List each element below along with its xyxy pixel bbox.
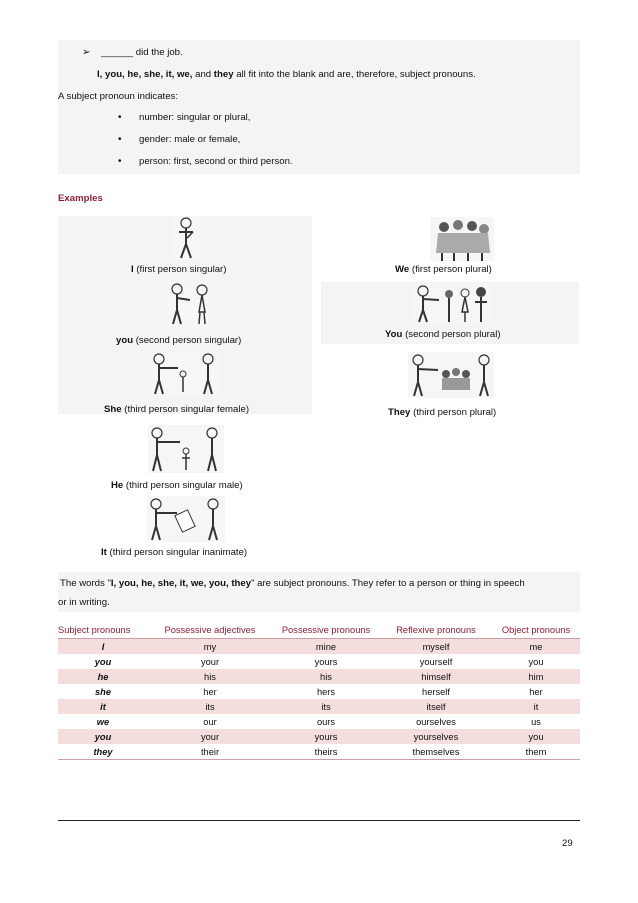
table-cell: we <box>96 716 110 727</box>
table-cell: her <box>203 686 217 697</box>
table-cell: she <box>94 686 112 697</box>
bullet-text: gender: male or female, <box>139 134 241 145</box>
table-cell: him <box>492 669 580 684</box>
table-cell: it <box>58 699 148 714</box>
table-cell: yourselves <box>380 729 492 744</box>
bullet-dot-icon: • <box>118 156 122 167</box>
table-cell: our <box>203 716 217 727</box>
bullet-dot-icon: • <box>118 134 122 145</box>
table-cell: your <box>200 656 220 667</box>
and-word: and <box>195 69 212 80</box>
caption-she: She (third person singular female) <box>104 404 250 415</box>
summary-line-2: or in writing. <box>58 597 110 608</box>
table-cell: herself <box>422 686 450 697</box>
column-header: Subject pronouns <box>58 621 148 639</box>
table-cell: it <box>492 699 580 714</box>
table-cell: you <box>528 656 544 667</box>
summary-line-1: The words "I, you, he, she, it, we, you, they" are subject pronouns. They refer to a person or thing in speech <box>60 578 525 589</box>
table-cell: you <box>94 656 112 667</box>
illustration-two-people <box>166 282 214 326</box>
table-row <box>58 639 580 655</box>
table-row <box>58 699 580 714</box>
illustration-pointing-he <box>148 425 224 473</box>
bullet-item <box>118 112 251 123</box>
bullet-item <box>118 134 241 145</box>
bullet-text: person: first, second or third person. <box>139 156 293 167</box>
caption-i: I (first person singular) <box>131 264 227 275</box>
table-cell: himself <box>380 669 492 684</box>
job-text: did the job. <box>135 47 183 58</box>
pronoun-table <box>58 621 580 760</box>
table-header-row <box>58 621 580 639</box>
pronoun-table-wrap <box>58 621 580 760</box>
table-cell: ours <box>316 716 336 727</box>
column-header: Object pronouns <box>492 621 580 639</box>
table-cell: I <box>58 639 148 655</box>
pronoun-line <box>97 69 476 80</box>
illustration-person-single <box>171 216 201 260</box>
table-row <box>58 744 580 760</box>
table-cell: her <box>529 686 543 697</box>
caption-you-plural: You (second person plural) <box>385 329 501 340</box>
illustration-pointing-it <box>147 496 225 542</box>
table-cell: his <box>148 669 272 684</box>
table-cell: you <box>58 729 148 744</box>
pronoun-rest: all fit into the blank and are, therefore, subject pronouns. <box>236 69 476 80</box>
caption-it: It (third person singular inanimate) <box>101 547 248 558</box>
footer-rule <box>58 820 580 821</box>
pronoun-list: I, you, he, she, it, we, <box>97 69 193 80</box>
column-header: Reflexive pronouns <box>380 621 492 639</box>
illustration-you-plural <box>413 284 493 324</box>
table-cell: their <box>148 744 272 760</box>
illustration-pointing-she <box>150 352 220 396</box>
table-row <box>58 729 580 744</box>
illustration-they <box>408 352 494 398</box>
caption-you: you (second person singular) <box>116 335 242 346</box>
table-cell: them <box>492 744 580 760</box>
they-word: they <box>213 69 234 80</box>
intro-shade <box>58 40 580 174</box>
table-cell: yourself <box>419 656 453 667</box>
caption-they: They (third person plural) <box>388 407 497 418</box>
table-cell: theirs <box>272 744 380 760</box>
bullet-item <box>118 156 293 167</box>
illustration-group <box>430 217 494 261</box>
table-cell: yours <box>314 656 338 667</box>
table-row <box>58 714 580 729</box>
caption-he: He (third person singular male) <box>111 480 243 491</box>
table-cell: myself <box>380 639 492 655</box>
job-line <box>82 47 183 58</box>
table-cell: my <box>148 639 272 655</box>
indicates-text: A subject pronoun indicates: <box>58 91 179 102</box>
table-cell: its <box>148 699 272 714</box>
caption-we: We (first person plural) <box>395 264 492 275</box>
table-cell: me <box>492 639 580 655</box>
table-cell: yours <box>272 729 380 744</box>
blank-line: ______ <box>101 47 134 58</box>
table-cell: its <box>272 699 380 714</box>
table-cell: ourselves <box>416 716 456 727</box>
bullet-text: number: singular or plural, <box>139 112 251 123</box>
bullet-dot-icon: • <box>118 112 122 123</box>
table-cell: they <box>58 744 148 760</box>
table-cell: hers <box>316 686 336 697</box>
table-row <box>58 654 580 669</box>
table-cell: itself <box>380 699 492 714</box>
column-header: Possessive adjectives <box>148 621 272 639</box>
table-cell: us <box>531 716 541 727</box>
examples-heading: Examples <box>58 193 103 204</box>
table-cell: your <box>148 729 272 744</box>
column-header: Possessive pronouns <box>272 621 380 639</box>
table-row <box>58 669 580 684</box>
table-cell: his <box>272 669 380 684</box>
table-cell: themselves <box>380 744 492 760</box>
page-number: 29 <box>562 838 573 849</box>
table-cell: he <box>58 669 148 684</box>
arrow-bullet-icon: ➢ <box>82 47 91 58</box>
table-cell: mine <box>272 639 380 655</box>
table-cell: you <box>492 729 580 744</box>
table-row <box>58 684 580 699</box>
